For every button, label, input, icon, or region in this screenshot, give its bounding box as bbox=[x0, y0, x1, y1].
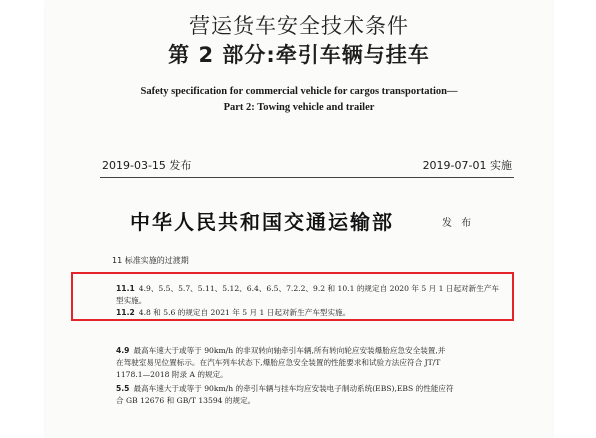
clause-text: 合 GB 12676 和 GB/T 13594 的规定。 bbox=[116, 396, 256, 405]
highlight-annotation-box bbox=[71, 272, 514, 321]
clause-text: 最高车速大于或等于 90km/h 的非双转向轴牵引车辆,所有转向轮应安装爆胎应急安全装置,并 bbox=[133, 346, 446, 355]
document-title-line-2: 第 2 部分:牵引车辆与挂车 bbox=[168, 43, 430, 67]
issuing-authority: 中华人民共和国交通运输部 bbox=[130, 210, 394, 234]
clause-number: 11.2 bbox=[116, 308, 135, 317]
effective-date: 2019-07-01 实施 bbox=[422, 159, 512, 172]
clause-5-5 bbox=[116, 383, 454, 407]
publish-date: 2019-03-15 发布 bbox=[102, 159, 192, 172]
clause-4-9 bbox=[116, 345, 445, 381]
clause-line bbox=[116, 345, 445, 357]
english-title-line-2: Part 2: Towing vehicle and trailer bbox=[223, 102, 375, 113]
clause-text: 1178.1—2018 附录 A 的规定。 bbox=[116, 370, 228, 379]
english-title-line-1: Safety specification for commercial vehicle for cargos transportation— bbox=[140, 86, 458, 97]
clause-text: 4.8 和 5.6 的规定自 2021 年 5 月 1 日起对新生产车型实施。 bbox=[138, 308, 351, 317]
divider-rule bbox=[100, 177, 514, 178]
clause-text: 在驾驶室易见位置标示。在汽车列车状态下,爆胎应急安全装置的性能要求和试验方法应符合 JT/T bbox=[116, 358, 441, 367]
clause-text: 最高车速大于或等于 90km/h 的牵引车辆与挂车均应安装电子制动系统(EBS),EBS 的性能应符 bbox=[133, 384, 454, 393]
clause-line bbox=[116, 395, 454, 407]
clause-number: 4.9 bbox=[116, 346, 130, 355]
clause-line bbox=[116, 357, 445, 369]
clause-text: 4.9、5.5、5.7、5.11、5.12、6.4、6.5、7.2.2、9.2 和 10.1 的规定自 2020 年 5 月 1 日起对新生产车 bbox=[138, 284, 500, 293]
document-title-line-1: 营运货车安全技术条件 bbox=[189, 14, 409, 38]
clause-line bbox=[116, 383, 454, 395]
clause-number: 5.5 bbox=[116, 384, 130, 393]
clause-line bbox=[116, 369, 445, 381]
clause-number: 11.1 bbox=[116, 284, 135, 293]
section-heading: 11 标准实施的过渡期 bbox=[112, 256, 189, 265]
document-page bbox=[46, 0, 552, 438]
clause-text: 型实施。 bbox=[116, 296, 147, 305]
issuer-suffix: 发 布 bbox=[442, 218, 475, 229]
